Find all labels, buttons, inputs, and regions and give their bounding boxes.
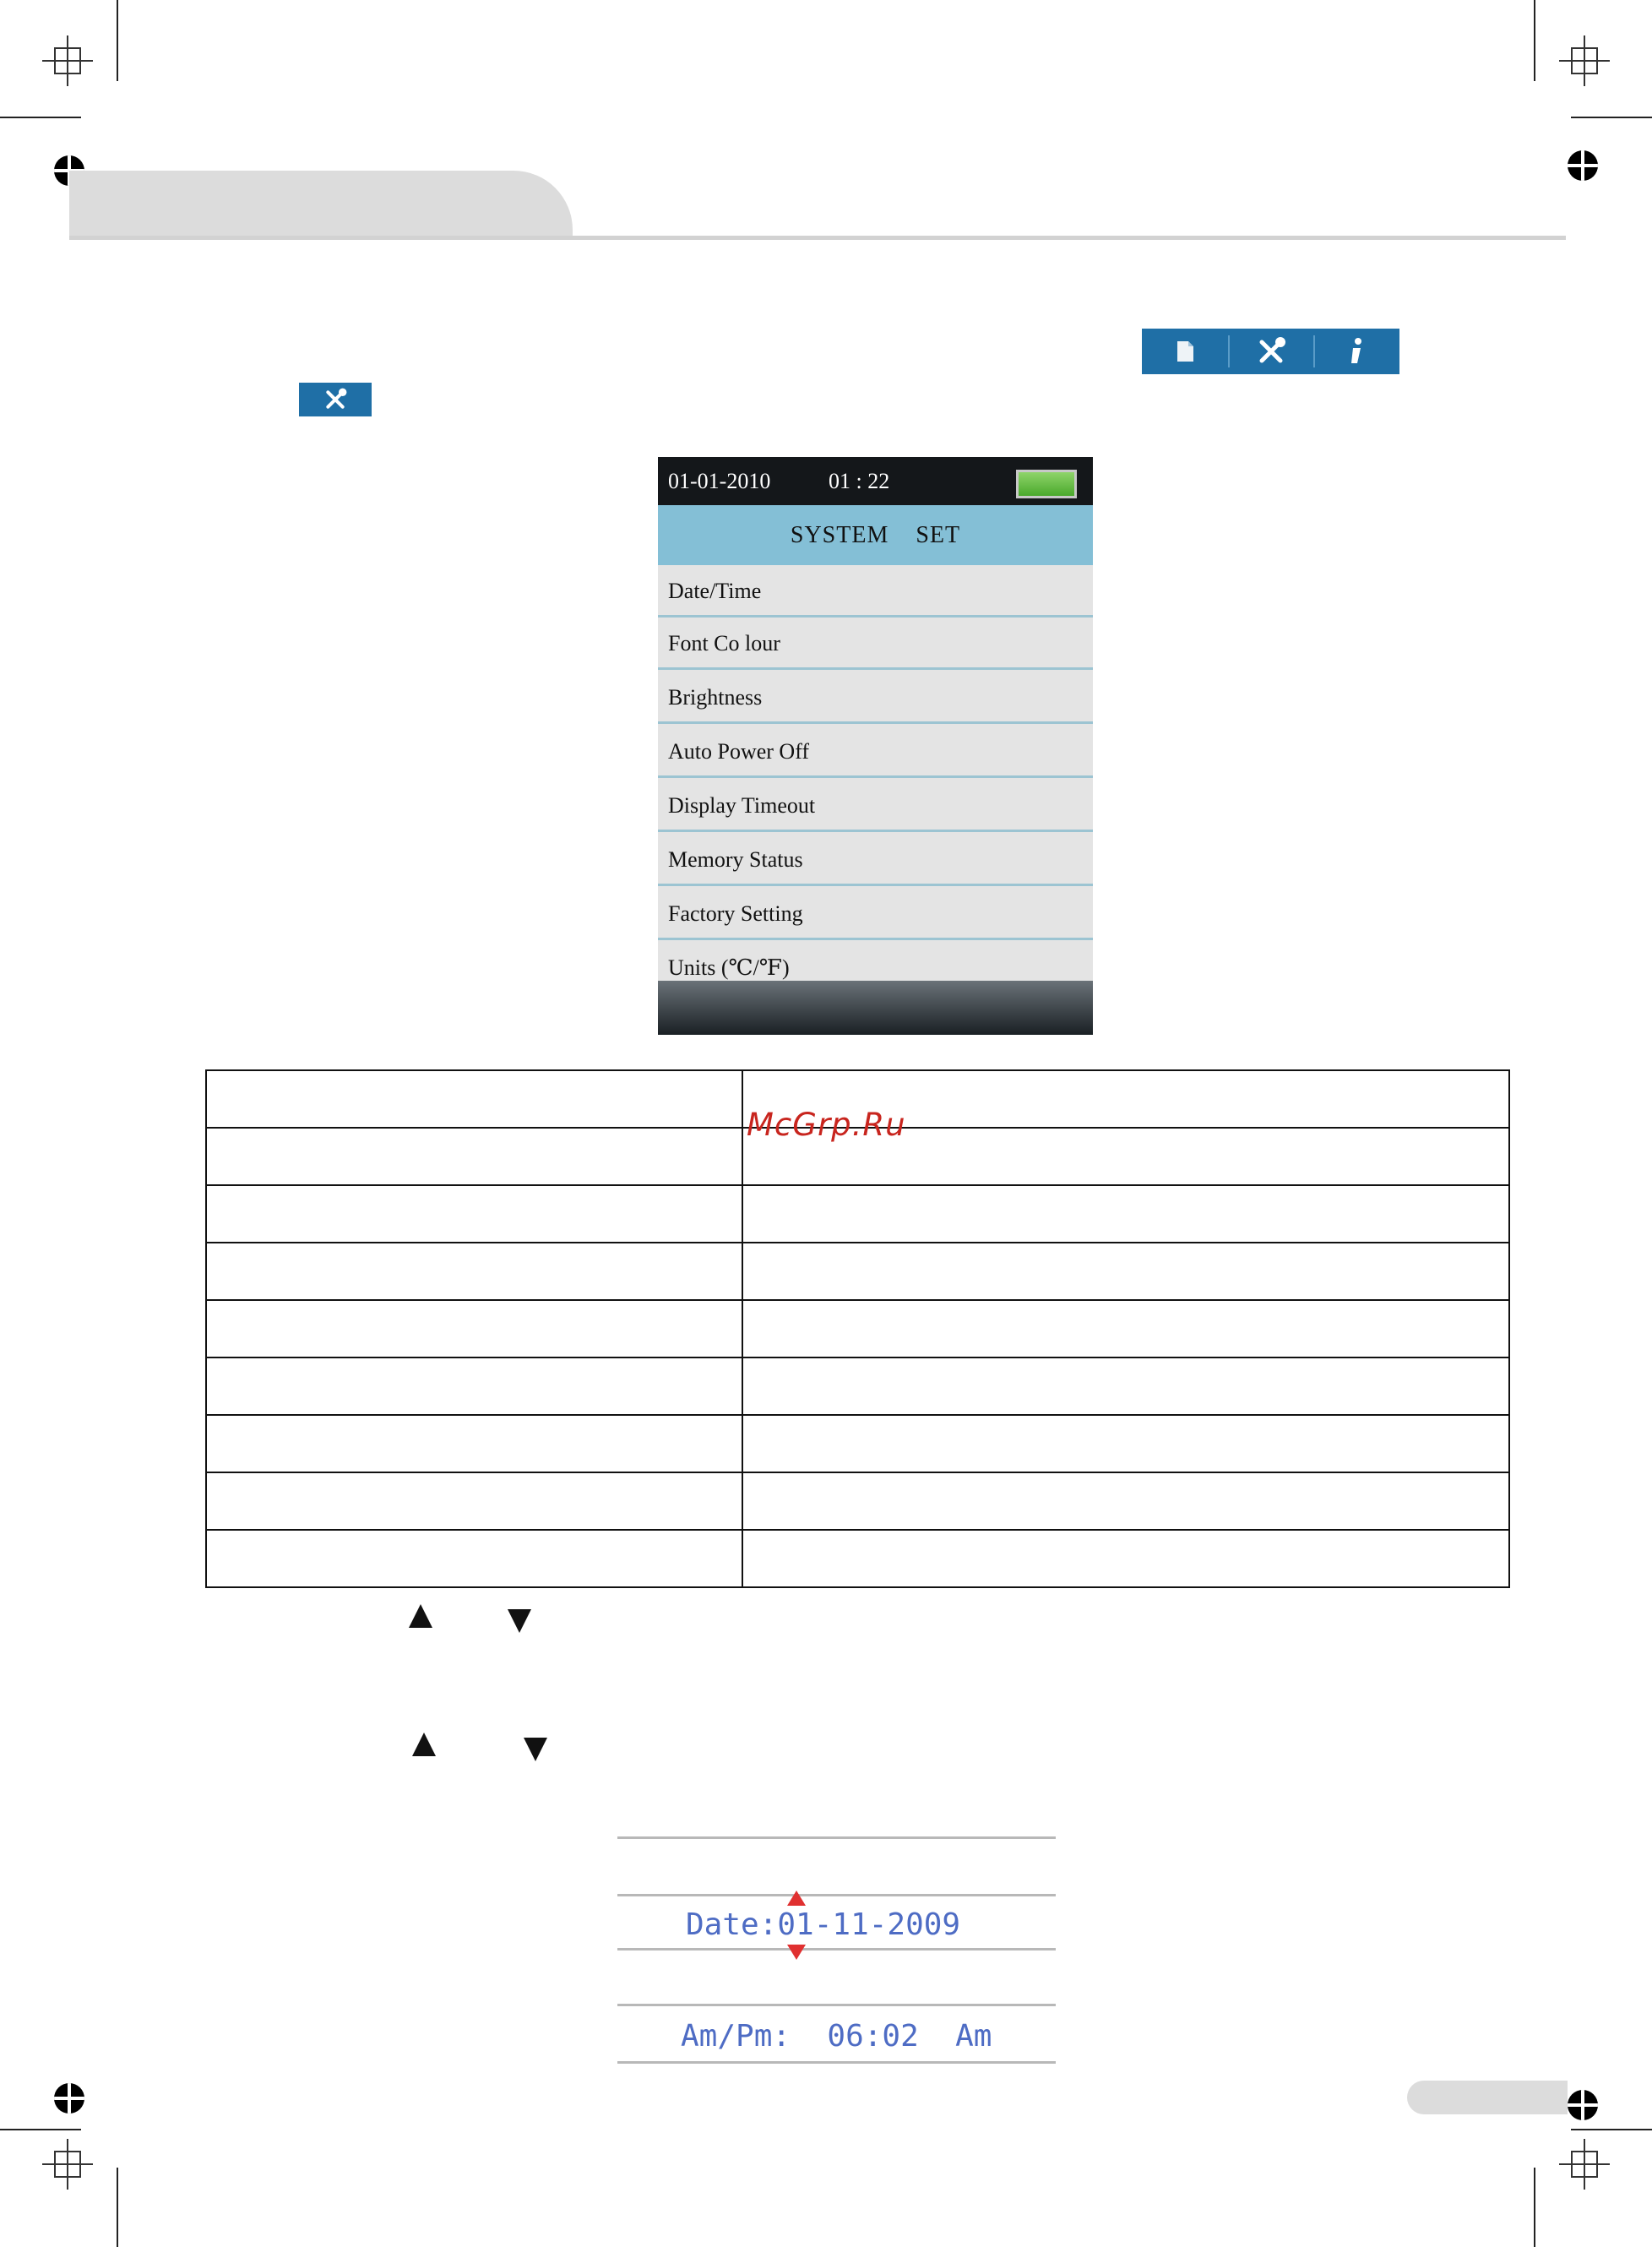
registration-cross-icon bbox=[42, 2139, 93, 2190]
settings-table bbox=[205, 1069, 1510, 1588]
status-date: 01-01-2010 bbox=[668, 469, 771, 493]
menu-item-units[interactable]: Units (℃/℉) bbox=[668, 955, 790, 980]
menu-item-date-time[interactable]: Date/Time bbox=[658, 565, 1093, 618]
date-line: Date:01-11-2009 bbox=[686, 1907, 961, 1942]
table-row bbox=[206, 1185, 1509, 1243]
table-row bbox=[206, 1472, 1509, 1530]
divider bbox=[617, 2061, 1056, 2064]
divider bbox=[617, 1836, 1056, 1839]
wrench-screwdriver-icon bbox=[299, 383, 372, 416]
table-row bbox=[206, 1530, 1509, 1587]
crop-mark-line bbox=[0, 2129, 81, 2130]
up-arrow-icon bbox=[412, 1733, 436, 1756]
table-row bbox=[206, 1415, 1509, 1472]
divider bbox=[617, 2004, 1056, 2006]
registration-cross-icon bbox=[42, 35, 93, 86]
device-screen bbox=[658, 457, 1093, 1035]
wrench-screwdriver-icon[interactable] bbox=[1228, 329, 1314, 374]
header-tab bbox=[69, 171, 573, 240]
watermark: McGrp.Ru bbox=[747, 1107, 906, 1143]
toolbar-icon-strip bbox=[1142, 329, 1399, 374]
red-down-arrow-icon bbox=[787, 1945, 806, 1960]
menu-item-auto-power-off[interactable]: Auto Power Off bbox=[658, 726, 1093, 778]
crop-mark-line bbox=[117, 2168, 118, 2247]
status-bar bbox=[658, 457, 1093, 505]
registration-cross-icon bbox=[1559, 35, 1610, 86]
header-rule bbox=[69, 236, 1566, 240]
down-arrow-icon bbox=[508, 1609, 531, 1633]
status-time: 01 : 22 bbox=[829, 469, 890, 493]
registration-circle-icon bbox=[54, 2083, 84, 2114]
crop-mark-line bbox=[117, 0, 118, 81]
table-row bbox=[206, 1243, 1509, 1300]
crop-mark-line bbox=[1571, 117, 1652, 118]
crop-mark-line bbox=[0, 117, 81, 118]
crop-mark-line bbox=[1534, 0, 1535, 81]
table-row bbox=[206, 1357, 1509, 1415]
document-icon[interactable] bbox=[1142, 329, 1228, 374]
menu-item-font-colour[interactable]: Font Co lour bbox=[658, 618, 1093, 670]
up-arrow-icon bbox=[409, 1604, 432, 1628]
info-icon[interactable] bbox=[1313, 329, 1399, 374]
registration-cross-icon bbox=[1559, 2139, 1610, 2190]
down-arrow-icon bbox=[524, 1738, 547, 1761]
red-up-arrow-icon bbox=[787, 1891, 806, 1906]
divider bbox=[617, 1894, 1056, 1896]
ampm-line: Am/Pm: 06:02 Am bbox=[681, 2019, 992, 2054]
registration-circle-icon bbox=[1568, 150, 1598, 181]
battery-icon bbox=[1016, 470, 1077, 498]
table-row bbox=[206, 1300, 1509, 1357]
screen-title: SYSTEM SET bbox=[658, 505, 1093, 565]
menu-item-display-timeout[interactable]: Display Timeout bbox=[658, 780, 1093, 832]
crop-mark-line bbox=[1571, 2129, 1652, 2130]
page-number-tab bbox=[1407, 2081, 1568, 2114]
menu-item-factory-setting[interactable]: Factory Setting bbox=[658, 888, 1093, 940]
crop-mark-line bbox=[1534, 2168, 1535, 2247]
registration-circle-icon bbox=[1568, 2090, 1598, 2120]
divider bbox=[617, 1948, 1056, 1950]
screen-bottom-bar bbox=[658, 981, 1093, 1035]
menu-item-memory-status[interactable]: Memory Status bbox=[658, 834, 1093, 886]
menu-item-brightness[interactable]: Brightness bbox=[658, 672, 1093, 724]
